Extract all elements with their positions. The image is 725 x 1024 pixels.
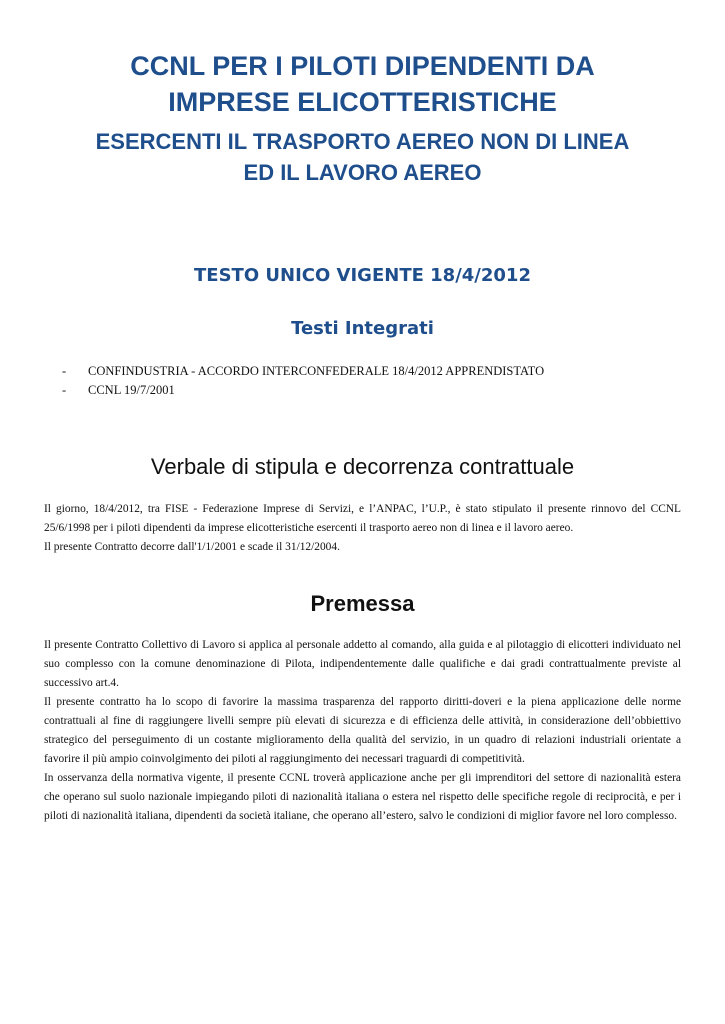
subtitle-line-1: ESERCENTI IL TRASPORTO AEREO NON DI LINEA <box>95 129 630 154</box>
dash-bullet: - <box>62 364 67 378</box>
dash-bullet: - <box>62 383 67 397</box>
list-item-text: CONFINDUSTRIA - ACCORDO INTERCONFEDERALE 18/4/2012 APPRENDISTATO <box>88 364 545 378</box>
document-subtitle <box>0 126 725 188</box>
premessa-body <box>44 636 681 826</box>
title-line-2: IMPRESE ELICOTTERISTICHE <box>168 87 557 117</box>
paragraph: Il presente Contratto Collettivo di Lavoro si applica al personale addetto al comando, alla guida e al pilotaggio di elicotteri individuato nel suo complesso con la comune denominazione di Pilota, indipendentemente dalle qualifiche e dai gradi contrattualmente previste al successivo art.4. <box>44 639 681 689</box>
verbale-body <box>44 500 681 557</box>
paragraph: Il presente contratto ha lo scopo di favorire la massima trasparenza del rapporto diritti-doveri e la piena applicazione delle norme contrattuali al fine di raggiungere livelli sempre più elevati di sicurezza e di efficienza delle attività, in considerazione dell’obbiettivo strategico del perseguimento di un costante miglioramento della qualità del servizio, in un quadro di relazioni industriali orientate a favorire il più ampio coinvolgimento dei piloti al raggiungimento dei necessari traguardi di competitività. <box>44 696 681 765</box>
title-line-1: CCNL PER I PILOTI DIPENDENTI DA <box>130 51 595 81</box>
list-item <box>62 381 544 400</box>
list-item <box>62 362 544 381</box>
document-title <box>0 48 725 120</box>
subtitle-line-2: ED IL LAVORO AEREO <box>243 160 482 185</box>
testi-integrati-list <box>62 362 544 400</box>
premessa-heading: Premessa <box>310 591 415 616</box>
list-item-text: CCNL 19/7/2001 <box>88 383 175 397</box>
testo-unico-heading: TESTO UNICO VIGENTE 18/4/2012 <box>194 265 531 286</box>
paragraph: Il presente Contratto decorre dall'1/1/2001 e scade il 31/12/2004. <box>44 541 340 553</box>
paragraph: Il giorno, 18/4/2012, tra FISE - Federazione Imprese di Servizi, e l’ANPAC, l’U.P., è stato stipulato il presente rinnovo del CCNL 25/6/1998 per i piloti dipendenti da imprese elicotteristiche esercenti il trasporto aereo non di linea e il lavoro aereo. <box>44 503 681 534</box>
verbale-heading: Verbale di stipula e decorrenza contrattuale <box>150 454 575 479</box>
paragraph: In osservanza della normativa vigente, il presente CCNL troverà applicazione anche per gli imprenditori del settore di nazionalità estera che operano sul suolo nazionale impiegando piloti di nazionalità italiana o estera nel rispetto delle specifiche regole di reciprocità, e per i piloti di nazionalità italiana, dipendenti da società italiane, che operano all’estero, salvo le condizioni di miglior favore nel loro complesso. <box>44 772 681 822</box>
testi-integrati-heading: Testi Integrati <box>291 318 434 339</box>
